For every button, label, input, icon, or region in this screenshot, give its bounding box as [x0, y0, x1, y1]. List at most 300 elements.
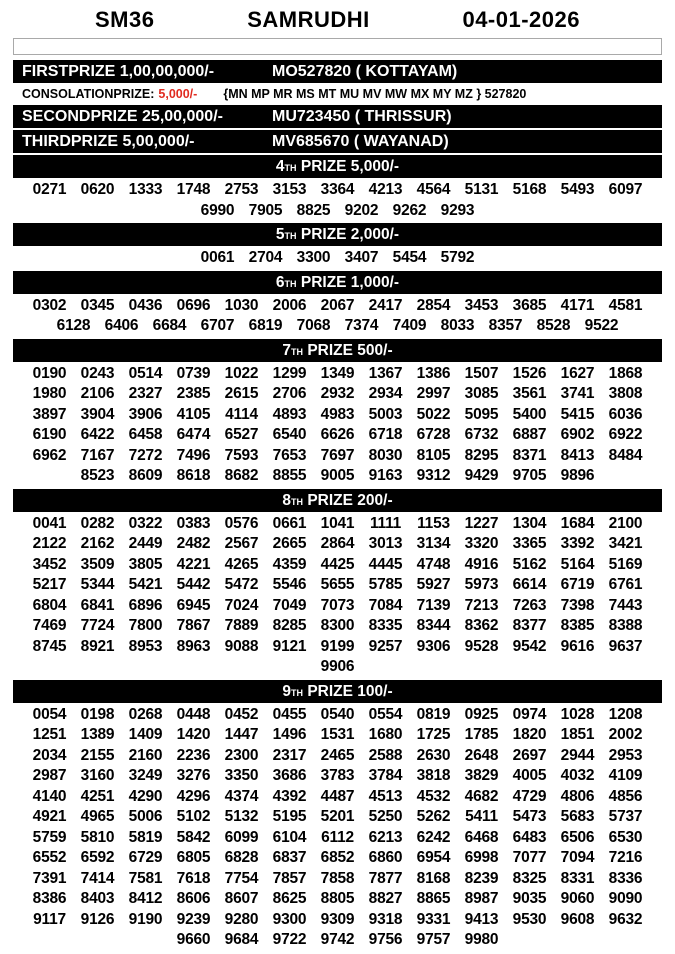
ticket-number: 6104 — [272, 828, 307, 846]
ticket-number-row — [0, 725, 675, 746]
ticket-number: 1496 — [272, 726, 307, 743]
ticket-number: 0661 — [272, 514, 307, 532]
ticket-number: 0554 — [368, 705, 403, 723]
ticket-number: 6922 — [608, 426, 643, 443]
ticket-number: 0696 — [176, 296, 211, 314]
ticket-number: 4856 — [608, 787, 643, 805]
ticket-number: 7374 — [344, 317, 379, 334]
ticket-number: 2753 — [224, 181, 259, 198]
ticket-number: 2864 — [320, 535, 355, 552]
ticket-number: 8168 — [416, 869, 451, 887]
draw-date: 04-01-2026 — [462, 7, 580, 32]
ticket-number: 6190 — [32, 426, 67, 443]
ticket-number: 2997 — [416, 385, 451, 402]
ticket-number: 9163 — [368, 467, 403, 484]
ticket-number: 9318 — [368, 910, 403, 928]
ticket-number: 6887 — [512, 426, 547, 443]
ticket-number: 7049 — [272, 596, 307, 614]
ticket-number-row — [0, 180, 675, 201]
ticket-number: 4105 — [176, 405, 211, 423]
ticket-number: 0345 — [80, 296, 115, 314]
ticket-number: 0448 — [176, 705, 211, 723]
ticket-number: 7414 — [80, 869, 115, 887]
ticket-number: 6841 — [80, 596, 115, 614]
ticket-number: 9637 — [608, 637, 643, 655]
ticket-number: 7139 — [416, 596, 451, 614]
ticket-number: 8484 — [608, 446, 643, 464]
ticket-number: 0620 — [80, 181, 115, 198]
ticket-number: 8745 — [32, 637, 67, 655]
ticket-number: 6902 — [560, 426, 595, 443]
ticket-number: 5006 — [128, 808, 163, 825]
ticket-number: 8805 — [320, 890, 355, 907]
ticket-number: 7653 — [272, 446, 307, 464]
ticket-number: 5195 — [272, 808, 307, 825]
ticket-number: 5442 — [176, 576, 211, 593]
second-prize-bar — [13, 105, 662, 128]
ticket-number: 1367 — [368, 364, 403, 382]
ticket-number-row — [0, 575, 675, 596]
ticket-number: 3808 — [608, 385, 643, 402]
ticket-number: 5792 — [440, 249, 475, 266]
ticket-number: 4221 — [176, 555, 211, 573]
ticket-number: 5201 — [320, 808, 355, 825]
ticket-number: 5927 — [416, 576, 451, 593]
ticket-number: 0322 — [128, 514, 163, 532]
ticket-number: 5493 — [560, 181, 595, 198]
ticket-number: 9262 — [392, 201, 427, 219]
ticket-number: 0819 — [416, 705, 451, 723]
lottery-code: SM36 — [95, 7, 155, 32]
ticket-number: 7889 — [224, 617, 259, 634]
ticket-number-row — [0, 657, 675, 678]
ticket-number: 2704 — [248, 249, 283, 266]
ticket-number: 2236 — [176, 746, 211, 764]
ticket-number: 6468 — [464, 828, 499, 846]
ticket-number: 9300 — [272, 910, 307, 928]
ticket-number: 3407 — [344, 249, 379, 266]
ticket-number: 6896 — [128, 596, 163, 614]
ticket-number: 0514 — [128, 364, 163, 382]
ticket-number: 3897 — [32, 405, 67, 423]
ticket-number: 0054 — [32, 705, 67, 723]
ticket-number: 8239 — [464, 869, 499, 887]
ticket-number: 8403 — [80, 890, 115, 907]
ticket-number: 6684 — [152, 317, 187, 334]
ticket-number: 6728 — [416, 426, 451, 443]
ticket-number: 5131 — [464, 181, 499, 198]
ticket-number: 0974 — [512, 705, 547, 723]
ticket-number: 4965 — [80, 808, 115, 825]
ticket-number: 1627 — [560, 364, 595, 382]
ticket-number: 6530 — [608, 828, 643, 846]
ticket-number: 7073 — [320, 596, 355, 614]
ticket-number: 7697 — [320, 446, 355, 464]
ticket-number: 7857 — [272, 869, 307, 887]
ticket-number: 9199 — [320, 637, 355, 655]
ticket-number: 8357 — [488, 317, 523, 334]
ticket-number-row — [0, 364, 675, 385]
section-header: 6 TH PRIZE 1,000/- — [13, 271, 662, 294]
ticket-number: 1251 — [32, 726, 67, 743]
ticket-number: 0436 — [128, 296, 163, 314]
ticket-number: 5421 — [128, 576, 163, 593]
ticket-number: 9757 — [416, 931, 451, 948]
ticket-number: 9060 — [560, 890, 595, 907]
ticket-number: 1030 — [224, 296, 259, 314]
ticket-number: 8033 — [440, 317, 475, 334]
ticket-number: 5250 — [368, 808, 403, 825]
ticket-number: 2385 — [176, 385, 211, 402]
ticket-number: 3829 — [464, 767, 499, 784]
ticket-number: 3904 — [80, 405, 115, 423]
ticket-number: 0455 — [272, 705, 307, 723]
ticket-number: 8335 — [368, 617, 403, 634]
ticket-number: 9306 — [416, 637, 451, 655]
ticket-number: 7867 — [176, 617, 211, 634]
ticket-number: 4140 — [32, 787, 67, 805]
ticket-number: 1447 — [224, 726, 259, 743]
ticket-number: 3276 — [176, 767, 211, 784]
ticket-number: 1041 — [320, 514, 355, 532]
ticket-number: 9429 — [464, 467, 499, 484]
ticket-number: 9309 — [320, 910, 355, 928]
ticket-number: 8625 — [272, 890, 307, 907]
ticket-number-row — [0, 616, 675, 637]
ticket-number: 8362 — [464, 617, 499, 634]
ticket-number: 4032 — [560, 767, 595, 784]
ticket-number: 5411 — [465, 808, 498, 825]
ticket-number: 8865 — [416, 890, 451, 907]
ticket-number: 1980 — [32, 385, 67, 402]
ticket-number: 3392 — [560, 535, 595, 552]
ticket-number: 7496 — [176, 446, 211, 464]
ticket-number: 8528 — [536, 317, 571, 334]
ticket-number: 4916 — [464, 555, 499, 573]
ticket-number: 3783 — [320, 767, 355, 784]
ticket-number: 3741 — [560, 385, 595, 402]
ticket-number: 4893 — [272, 405, 307, 423]
ticket-number: 8413 — [560, 446, 595, 464]
ticket-number: 8285 — [272, 617, 307, 634]
ticket-number: 6527 — [224, 426, 259, 443]
ticket-number: 0198 — [80, 705, 115, 723]
ticket-number: 2648 — [464, 746, 499, 764]
ticket-number: 6837 — [272, 849, 307, 866]
ticket-number: 7272 — [128, 446, 163, 464]
ticket-number: 6483 — [512, 828, 547, 846]
ticket-number: 3300 — [296, 249, 331, 266]
ticket-number: 1680 — [368, 726, 403, 743]
ticket-number: 0041 — [32, 514, 67, 532]
ticket-number: 7724 — [80, 617, 115, 634]
second-prize-label: SECONDPRIZE 25,00,000/- — [22, 108, 223, 125]
ticket-number-row — [0, 705, 675, 726]
ticket-number: 8386 — [32, 890, 67, 907]
ticket-number: 5164 — [560, 555, 595, 573]
ticket-number: 7800 — [128, 617, 163, 634]
ticket-number: 8371 — [512, 446, 547, 464]
ticket-number: 3685 — [512, 296, 547, 314]
ticket-number: 6990 — [200, 201, 235, 219]
ticket-number: 3153 — [272, 181, 307, 198]
ticket-number: 3364 — [320, 181, 355, 198]
ticket-number: 4109 — [608, 767, 643, 784]
ticket-number: 1684 — [560, 514, 595, 532]
ticket-number: 0383 — [176, 514, 211, 532]
consolation-label: CONSOLATIONPRIZE: — [22, 87, 155, 101]
ticket-number: 6804 — [32, 596, 67, 614]
ticket-number: 2122 — [32, 535, 67, 552]
ticket-number: 5546 — [272, 576, 307, 593]
first-prize-winner: MO527820 ( KOTTAYAM) — [272, 63, 458, 80]
ticket-number: 3784 — [368, 767, 403, 784]
ticket-number: 2482 — [176, 535, 211, 552]
ticket-number: 5785 — [368, 576, 403, 593]
ticket-number: 1531 — [320, 726, 355, 743]
ticket-number: 6852 — [320, 849, 355, 866]
ticket-number: 5415 — [560, 405, 595, 423]
ticket-number: 9756 — [368, 931, 403, 948]
ticket-number: 6099 — [224, 828, 259, 846]
ticket-number: 8377 — [512, 617, 547, 634]
ticket-number: 5003 — [368, 405, 403, 423]
ticket-number: 7443 — [608, 596, 643, 614]
ticket-number-row — [0, 534, 675, 555]
ticket-number: 4005 — [512, 767, 547, 784]
ticket-number: 8827 — [368, 890, 403, 907]
ticket-number: 7263 — [512, 596, 547, 614]
ticket-number: 6954 — [416, 849, 451, 866]
ticket-number: 2465 — [320, 746, 355, 764]
ticket-number: 2067 — [320, 296, 355, 314]
ticket-number: 5737 — [608, 808, 643, 825]
ticket-number: 9293 — [440, 201, 475, 219]
ticket-number: 5842 — [176, 828, 211, 846]
ticket-number: 9542 — [512, 637, 547, 655]
ticket-number: 2567 — [224, 535, 259, 552]
ticket-number: 5472 — [224, 576, 259, 593]
ticket-number: 1022 — [224, 364, 259, 382]
ticket-number: 5454 — [392, 249, 427, 266]
ticket-number: 9257 — [368, 637, 403, 655]
ticket-number: 6406 — [104, 317, 139, 334]
ticket-number-row — [0, 316, 675, 337]
ticket-number: 1227 — [464, 514, 499, 532]
ticket-number: 2100 — [608, 514, 643, 532]
ticket-number: 8331 — [560, 869, 595, 887]
ticket-number: 3452 — [32, 555, 67, 573]
ticket-number: 6592 — [80, 849, 115, 866]
ticket-number: 5102 — [176, 808, 211, 825]
ticket-number: 1851 — [560, 726, 595, 743]
ticket-number-row — [0, 596, 675, 617]
ticket-number: 1028 — [560, 705, 595, 723]
ticket-number: 6213 — [368, 828, 403, 846]
ticket-number: 2697 — [512, 746, 547, 764]
ticket-number: 7398 — [560, 596, 595, 614]
ticket-number: 8295 — [464, 446, 499, 464]
ticket-number: 4564 — [416, 181, 451, 198]
ticket-number: 9722 — [272, 931, 307, 948]
ticket-number: 9616 — [560, 637, 595, 655]
ticket-number: 4374 — [224, 787, 259, 805]
ticket-number: 8300 — [320, 617, 355, 634]
ticket-number-row — [0, 446, 675, 467]
ticket-number: 8618 — [176, 467, 211, 484]
ticket-number: 1507 — [464, 364, 499, 382]
ticket-number: 6719 — [560, 576, 595, 593]
ticket-number: 1389 — [80, 726, 115, 743]
ticket-number: 8523 — [80, 467, 115, 484]
ticket-number: 7581 — [128, 869, 163, 887]
ticket-number: 5217 — [32, 576, 67, 593]
ticket-number: 9413 — [464, 910, 499, 928]
ticket-number: 2327 — [128, 385, 163, 402]
ticket-number: 7167 — [80, 446, 115, 464]
ticket-number-row — [0, 930, 675, 951]
ticket-number: 8855 — [272, 467, 307, 484]
ticket-number-row — [0, 869, 675, 890]
ticket-number: 5400 — [512, 405, 547, 423]
ticket-number: 5655 — [320, 576, 355, 593]
ticket-number: 2300 — [224, 746, 259, 764]
first-prize-bar — [13, 60, 662, 83]
ticket-number-row — [0, 425, 675, 446]
ticket-number: 4290 — [128, 787, 163, 805]
ticket-number: 9530 — [512, 910, 547, 928]
ticket-number: 8987 — [464, 890, 499, 907]
ticket-number-row — [0, 787, 675, 808]
ticket-number: 4806 — [560, 787, 595, 805]
ticket-number: 8963 — [176, 637, 211, 655]
ticket-number: 0243 — [80, 364, 115, 382]
ticket-number: 3421 — [608, 535, 643, 552]
ticket-number: 9980 — [464, 931, 499, 948]
ticket-number: 8388 — [608, 617, 643, 634]
ticket-number: 2106 — [80, 385, 115, 402]
ticket-number: 0302 — [32, 296, 67, 314]
ticket-number: 9005 — [320, 467, 355, 484]
ticket-number: 1333 — [128, 181, 163, 198]
ticket-number: 6805 — [176, 849, 211, 866]
ticket-number: 1208 — [608, 705, 643, 723]
ticket-number: 4425 — [320, 555, 355, 573]
ticket-number: 2706 — [272, 385, 307, 402]
ticket-number-row — [0, 555, 675, 576]
ticket-number: 8682 — [224, 467, 259, 484]
ticket-number: 0739 — [176, 364, 211, 382]
ticket-number: 8105 — [416, 446, 451, 464]
ticket-number: 6732 — [464, 426, 499, 443]
ticket-number: 7409 — [392, 317, 427, 334]
ticket-number: 6506 — [560, 828, 595, 846]
ticket-number: 1409 — [128, 726, 163, 743]
ticket-number: 6422 — [80, 426, 115, 443]
ticket-number: 5819 — [128, 828, 163, 846]
ticket-number: 3160 — [80, 767, 115, 784]
ticket-number: 2987 — [32, 767, 67, 784]
ticket-number: 6860 — [368, 849, 403, 866]
ticket-number: 9906 — [320, 658, 355, 675]
ticket-number: 5162 — [512, 555, 547, 573]
ticket-number: 1526 — [512, 364, 547, 382]
ticket-number: 9705 — [512, 467, 547, 484]
ticket-number: 2006 — [272, 296, 307, 314]
ticket-number: 3249 — [128, 767, 163, 784]
ticket-number: 6128 — [56, 317, 91, 334]
ticket-number: 7877 — [368, 869, 403, 887]
ticket-number: 4171 — [560, 296, 595, 314]
second-prize-winner: MU723450 ( THRISSUR) — [272, 108, 452, 125]
ticket-number: 8825 — [296, 201, 331, 219]
ticket-number: 6707 — [200, 317, 235, 334]
ticket-number: 8385 — [560, 617, 595, 634]
ticket-number: 9117 — [33, 910, 66, 928]
ticket-number: 6036 — [608, 405, 643, 423]
ticket-number: 6718 — [368, 426, 403, 443]
section-header: 4 TH PRIZE 5,000/- — [13, 155, 662, 178]
ticket-number: 2155 — [80, 746, 115, 764]
ticket-number: 5973 — [464, 576, 499, 593]
ticket-number-row — [0, 248, 675, 269]
ticket-number: 5759 — [32, 828, 67, 846]
prize-sections — [0, 155, 675, 951]
ticket-number: 9522 — [584, 317, 619, 334]
masthead — [0, 0, 675, 36]
ticket-number: 0271 — [32, 181, 67, 198]
ticket-number: 3320 — [464, 535, 499, 552]
ticket-number: 8336 — [608, 869, 643, 887]
ticket-number-row — [0, 746, 675, 767]
ticket-number: 6474 — [176, 426, 211, 443]
ticket-number: 1304 — [512, 514, 547, 532]
ticket-number: 3561 — [512, 385, 547, 402]
ticket-number: 6112 — [321, 828, 354, 846]
ticket-number: 7469 — [32, 617, 67, 634]
ticket-number: 5683 — [560, 808, 595, 825]
ticket-number: 5095 — [464, 405, 499, 423]
third-prize-label: THIRDPRIZE 5,00,000/- — [22, 133, 195, 150]
ticket-number: 4983 — [320, 405, 355, 423]
ticket-number: 3906 — [128, 405, 163, 423]
ticket-number: 6962 — [32, 446, 67, 464]
ticket-number: 2944 — [560, 746, 595, 764]
ticket-number: 2932 — [320, 385, 355, 402]
ticket-number: 6998 — [464, 849, 499, 866]
ticket-number: 3686 — [272, 767, 307, 784]
ticket-number: 9528 — [464, 637, 499, 655]
ticket-number: 7077 — [512, 849, 547, 866]
ticket-number: 5262 — [416, 808, 451, 825]
ticket-number: 7593 — [224, 446, 259, 464]
ticket-number: 1111 — [369, 514, 402, 532]
ticket-number: 3805 — [128, 555, 163, 573]
ticket-number: 9312 — [416, 467, 451, 484]
ticket-number: 4513 — [368, 787, 403, 805]
ticket-number: 7068 — [296, 317, 331, 334]
ticket-number: 7213 — [464, 596, 499, 614]
third-prize-bar — [13, 130, 662, 153]
ticket-number: 8921 — [80, 637, 115, 655]
ticket-number: 0452 — [224, 705, 259, 723]
ticket-number-row — [0, 514, 675, 535]
ticket-number: 9202 — [344, 201, 379, 219]
ticket-number: 8606 — [176, 890, 211, 907]
ticket-number: 7094 — [560, 849, 595, 866]
ticket-number: 4532 — [416, 787, 451, 805]
ticket-number: 7858 — [320, 869, 355, 887]
